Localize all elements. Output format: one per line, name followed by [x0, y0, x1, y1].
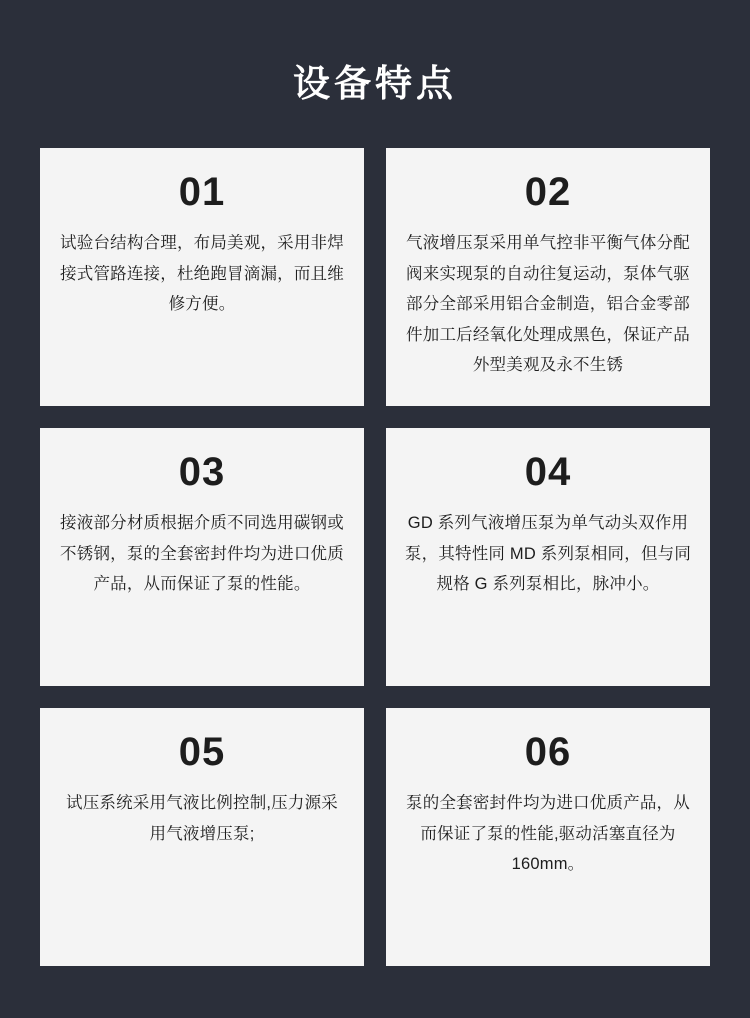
feature-text: 泵的全套密封件均为进口优质产品，从而保证了泵的性能,驱动活塞直径为160mm。	[406, 794, 690, 874]
feature-number: 04	[524, 450, 572, 495]
feature-card-02	[386, 148, 710, 406]
feature-number: 01	[178, 170, 226, 215]
feature-number: 02	[524, 170, 572, 215]
feature-number: 05	[178, 730, 226, 775]
feature-text: 接液部分材质根据介质不同选用碳钢或不锈钢，泵的全套密封件均为进口优质产品，从而保证了泵的性能。	[60, 514, 344, 594]
feature-number: 03	[178, 450, 226, 495]
feature-number: 06	[524, 730, 572, 775]
feature-card-06	[386, 708, 710, 966]
feature-grid	[0, 148, 750, 966]
feature-card-04	[386, 428, 710, 686]
feature-card-05	[40, 708, 364, 966]
feature-text: 试验台结构合理，布局美观，采用非焊接式管路连接，杜绝跑冒滴漏，而且维修方便。	[60, 234, 344, 314]
feature-card-01	[40, 148, 364, 406]
feature-text: 气液增压泵采用单气控非平衡气体分配阀来实现泵的自动往复运动，泵体气驱部分全部采用铝合金制造，铝合金零部件加工后经氧化处理成黑色，保证产品外型美观及永不生锈	[406, 234, 690, 375]
feature-text: 试压系统采用气液比例控制,压力源采用气液增压泵;	[66, 794, 338, 843]
page-title: 设备特点	[293, 63, 457, 104]
feature-text: GD 系列气液增压泵为单气动头双作用泵，其特性同 MD 系列泵相同，但与同规格 G 系列泵相比，脉冲小。	[404, 514, 692, 594]
feature-card-03	[40, 428, 364, 686]
